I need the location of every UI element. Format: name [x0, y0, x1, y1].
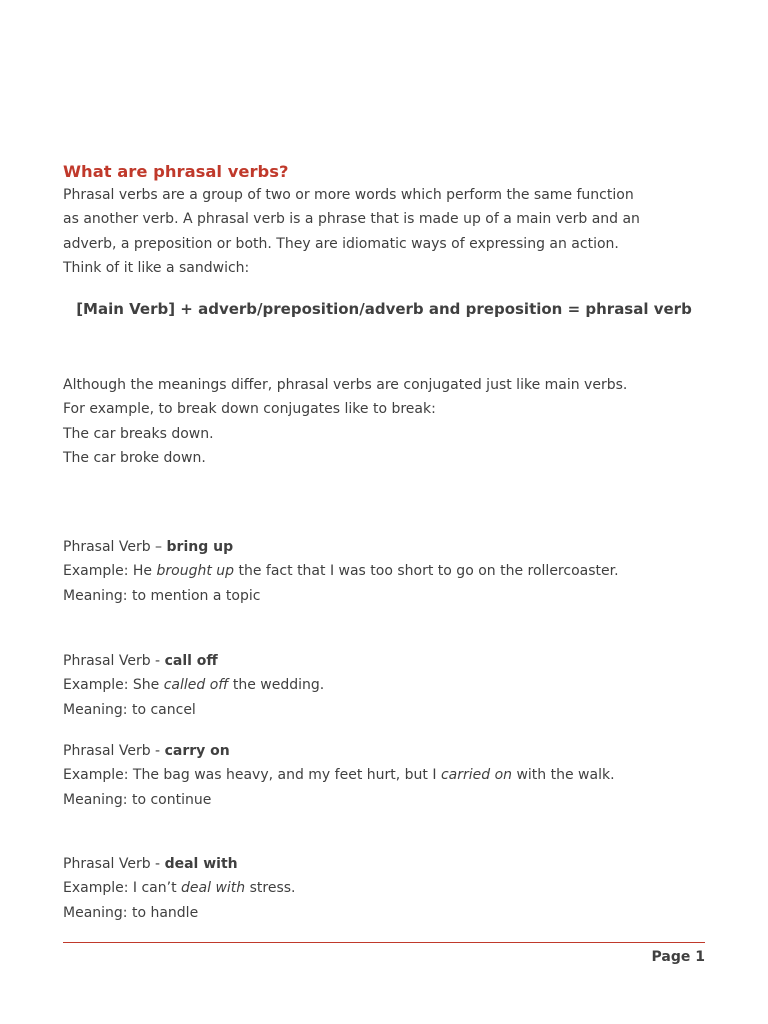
entry-meaning: Meaning: to handle	[63, 904, 199, 921]
conjugation-example-present: The car breaks down.	[63, 425, 214, 442]
entry-meaning: Meaning: to mention a topic	[63, 587, 261, 604]
entry-example	[63, 763, 643, 787]
phrasal-verb-formula: [Main Verb] + adverb/preposition/adverb and preposition = phrasal verb	[76, 300, 692, 318]
intro-section	[63, 162, 643, 281]
example-verb: deal with	[181, 880, 246, 897]
entry-title	[63, 535, 643, 559]
example-prefix: Example: The bag was heavy, and my feet hurt, but I	[63, 767, 437, 784]
entry-meaning: Meaning: to continue	[63, 791, 212, 808]
example-prefix: Example: I can’t	[63, 880, 177, 897]
example-prefix: Example: She	[63, 677, 160, 694]
entry-label: Phrasal Verb -	[63, 856, 161, 872]
example-suffix: stress.	[249, 880, 296, 897]
entry-example	[63, 559, 643, 583]
entry-title	[63, 739, 643, 763]
example-verb: carried on	[440, 767, 513, 784]
entry-verb: carry on	[164, 743, 230, 759]
entry-example	[63, 673, 643, 697]
entry-title	[63, 852, 643, 876]
entry-verb: bring up	[166, 539, 234, 555]
example-verb: brought up	[156, 563, 235, 580]
entry-label: Phrasal Verb -	[63, 743, 161, 759]
entry-label: Phrasal Verb -	[63, 653, 161, 669]
entry-label: Phrasal Verb –	[63, 539, 163, 555]
phrasal-verb-entry	[63, 649, 643, 722]
page-number: Page 1	[651, 949, 705, 965]
entry-example	[63, 876, 643, 900]
intro-paragraph: Phrasal verbs are a group of two or more words which perform the same function as another verb. A phrasal verb is a phrase that is made up of a main verb and an adverb, a preposition or both. They are idiomatic ways of expressing an action. Think of it like a sandwich:	[63, 187, 640, 277]
entry-title	[63, 649, 643, 673]
example-suffix: the fact that I was too short to go on the rollercoaster.	[238, 563, 619, 580]
footer-divider	[63, 942, 705, 943]
phrasal-verb-entry	[63, 739, 643, 812]
example-suffix: with the walk.	[516, 767, 615, 784]
phrasal-verb-entry	[63, 852, 643, 925]
example-suffix: the wedding.	[232, 677, 325, 694]
section-heading: What are phrasal verbs?	[63, 162, 289, 181]
conjugation-paragraph: Although the meanings differ, phrasal verbs are conjugated just like main verbs. For example, to break down conjugates like to break:	[63, 377, 628, 418]
entry-verb: deal with	[164, 856, 238, 872]
entry-meaning: Meaning: to cancel	[63, 701, 196, 718]
example-verb: called off	[163, 677, 229, 694]
entry-verb: call off	[164, 653, 218, 669]
conjugation-example-past: The car broke down.	[63, 450, 206, 467]
conjugation-section	[63, 373, 643, 471]
example-prefix: Example: He	[63, 563, 153, 580]
phrasal-verb-entry	[63, 535, 643, 608]
